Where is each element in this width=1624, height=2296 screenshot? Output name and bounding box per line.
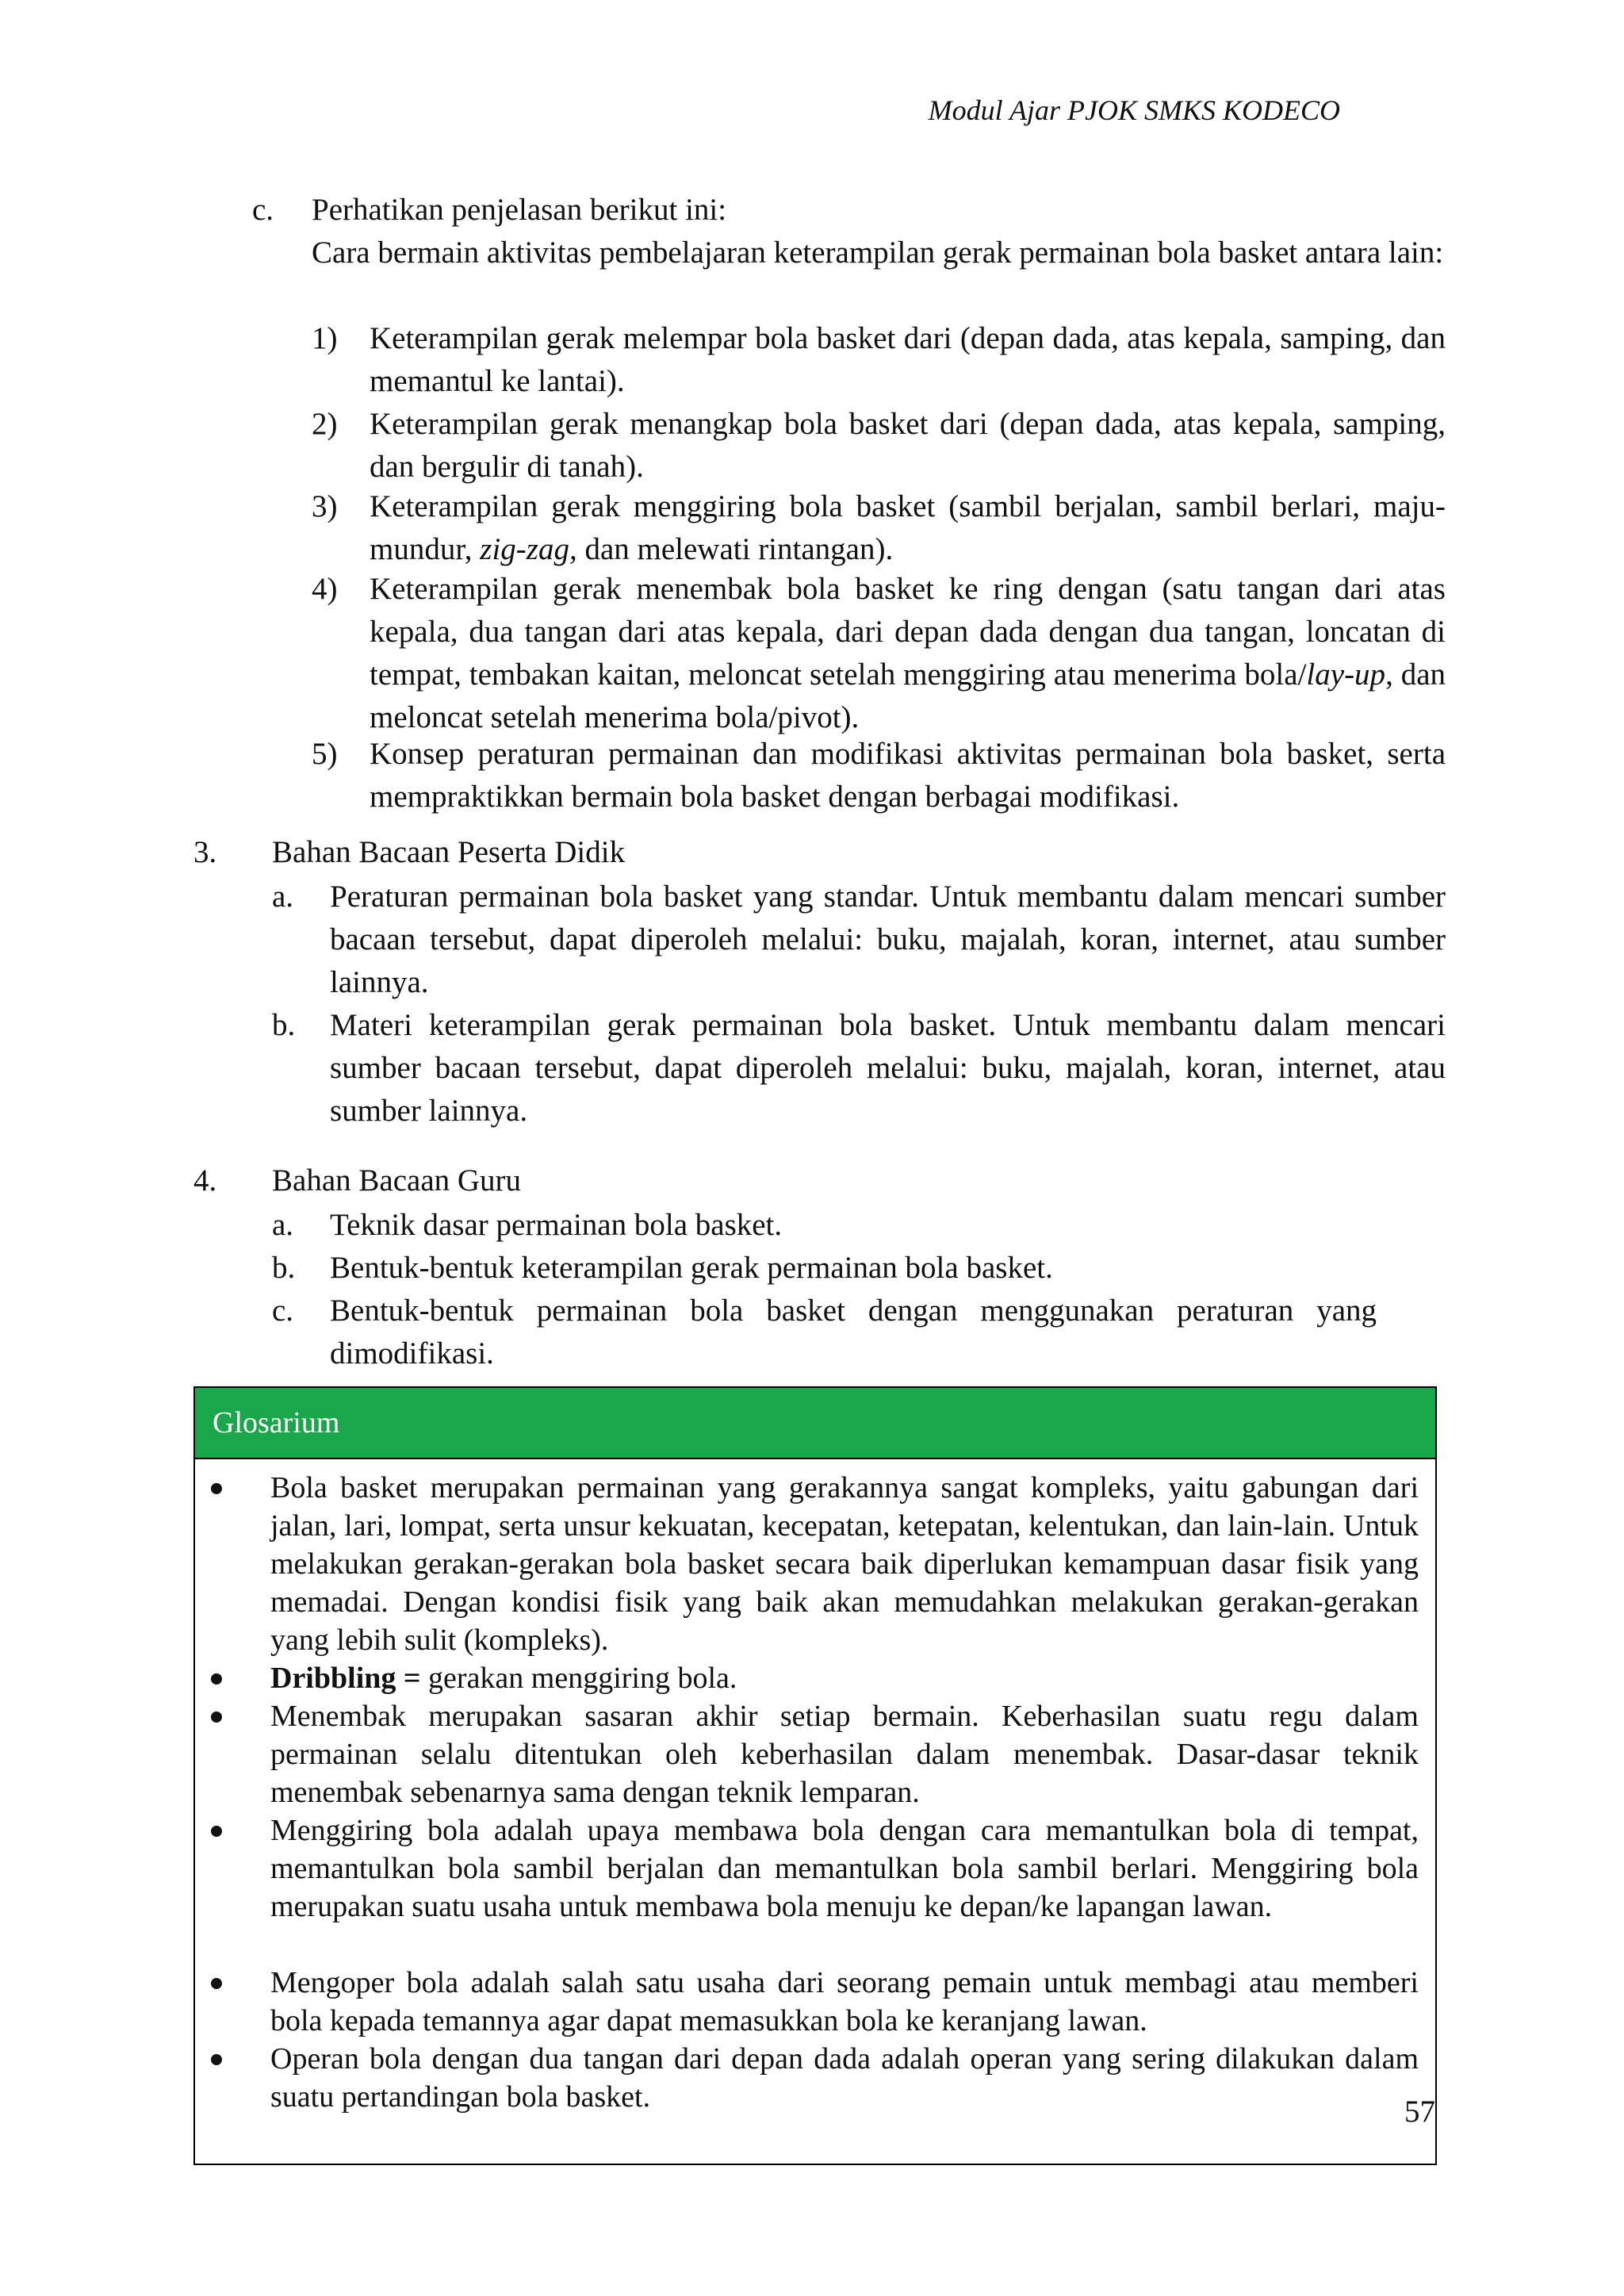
list-item-label: a. [272,880,294,914]
list-item-text: Keterampilan gerak menggiring bola basket (sambil berjalan, sambil berlari, maju-mundur, zig-zag, dan melewati rintangan). [370,489,1446,566]
list-item-text: Keterampilan gerak melempar bola basket dari (depan dada, atas kepala, samping, dan memantul ke lantai). [370,321,1446,398]
glossary-item-text: Menggiring bola adalah upaya membawa bola dengan cara memantulkan bola di tempat, memantulkan bola sambil berjalan dan memantulkan bola sambil berlari. Menggiring bola merupakan suatu usaha untuk membawa bola menuju ke depan/ke lapangan lawan. [270,1814,1419,1923]
section-4-title: Bahan Bacaan Guru [272,1163,522,1198]
list-item-number: 1) [312,321,338,355]
list-item-number: 3) [312,489,338,523]
list-item-number: 5) [312,737,338,771]
section-c-intro: Cara bermain aktivitas pembelajaran keterampilan gerak permainan bola basket antara lain: [312,236,1444,270]
list-item-label: a. [272,1208,294,1242]
list-item-number: 2) [312,407,338,441]
section-c-label: c. [252,193,274,227]
bullet-icon [211,1978,222,1989]
list-item-text: Konsep peraturan permainan dan modifikasi aktivitas permainan bola basket, serta mempraktikkan bermain bola basket dengan berbagai modifikasi. [370,737,1446,814]
section-3-title: Bahan Bacaan Peserta Didik [272,835,626,869]
bullet-icon [211,2054,222,2065]
bullet-icon [211,1711,222,1723]
glossary-item-text: Menembak merupakan sasaran akhir setiap bermain. Keberhasilan suatu regu dalam permainan selalu ditentukan oleh keberhasilan dalam menembak. Dasar-dasar teknik menembak sebenarnya sama dengan teknik lemparan. [270,1700,1419,1809]
list-item-label: b. [272,1251,296,1285]
section-c-title: Perhatikan penjelasan berikut ini: [312,193,727,227]
page-number: 57 [1404,2095,1435,2129]
bullet-icon [211,1826,222,1837]
running-header: Modul Ajar PJOK SMKS KODECO [928,94,1340,126]
list-item-text: Keterampilan gerak menembak bola basket ke ring dengan (satu tangan dari atas kepala, dua tangan dari atas kepala, dari depan dada dengan dua tangan, loncatan di tempat, tembakan kaitan, meloncat setelah menggiring atau menerima bola/lay-up, dan meloncat setelah menerima bola/pivot). [370,572,1446,734]
glossary-item-text: Bola basket merupakan permainan yang gerakannya sangat kompleks, yaitu gabungan dari jalan, lari, lompat, serta unsur kekuatan, kecepatan, ketepatan, kelentukan, dan lain-lain. Untuk melakukan gerakan-gerakan bola basket secara baik diperlukan kemampuan dasar fisik yang memadai. Dengan kondisi fisik yang baik akan memudahkan melakukan gerakan-gerakan yang lebih sulit (kompleks). [270,1471,1419,1657]
bullet-icon [211,1673,222,1685]
bullet-icon [211,1483,222,1494]
list-item-number: 4) [312,572,338,606]
section-4-number: 4. [193,1163,217,1198]
list-item-text: Peraturan permainan bola basket yang standar. Untuk membantu dalam mencari sumber bacaan tersebut, dapat diperoleh melalui: buku, majalah, koran, internet, atau sumber lainnya. [330,880,1446,999]
list-item-text: Materi keterampilan gerak permainan bola basket. Untuk membantu dalam mencari sumber bacaan tersebut, dapat diperoleh melalui: buku, majalah, koran, internet, atau sumber lainnya. [330,1008,1446,1128]
glossary-item-text: Mengoper bola adalah salah satu usaha dari seorang pemain untuk membagi atau memberi bola kepada temannya agar dapat memasukkan bola ke keranjang lawan. [270,1966,1419,2037]
list-item-text: Keterampilan gerak menangkap bola basket dari (depan dada, atas kepala, samping, dan bergulir di tanah). [370,407,1446,484]
glossary-item-text: Operan bola dengan dua tangan dari depan dada adalah operan yang sering dilakukan dalam suatu pertandingan bola basket. [270,2042,1419,2114]
list-item-text: Teknik dasar permainan bola basket. [330,1208,783,1242]
glossary-title: Glosarium [195,1388,1435,1459]
list-item-label: c. [272,1294,294,1328]
list-item-text: Bentuk-bentuk keterampilan gerak permainan bola basket. [330,1251,1053,1285]
list-item-text: Bentuk-bentuk permainan bola basket dengan menggunakan peraturan yang dimodifikasi. [330,1294,1377,1370]
glossary-item-text: Dribbling = gerakan menggiring bola. [270,1662,737,1695]
list-item-label: b. [272,1008,296,1042]
glossary-box [193,1386,1437,2165]
section-3-number: 3. [193,835,217,869]
